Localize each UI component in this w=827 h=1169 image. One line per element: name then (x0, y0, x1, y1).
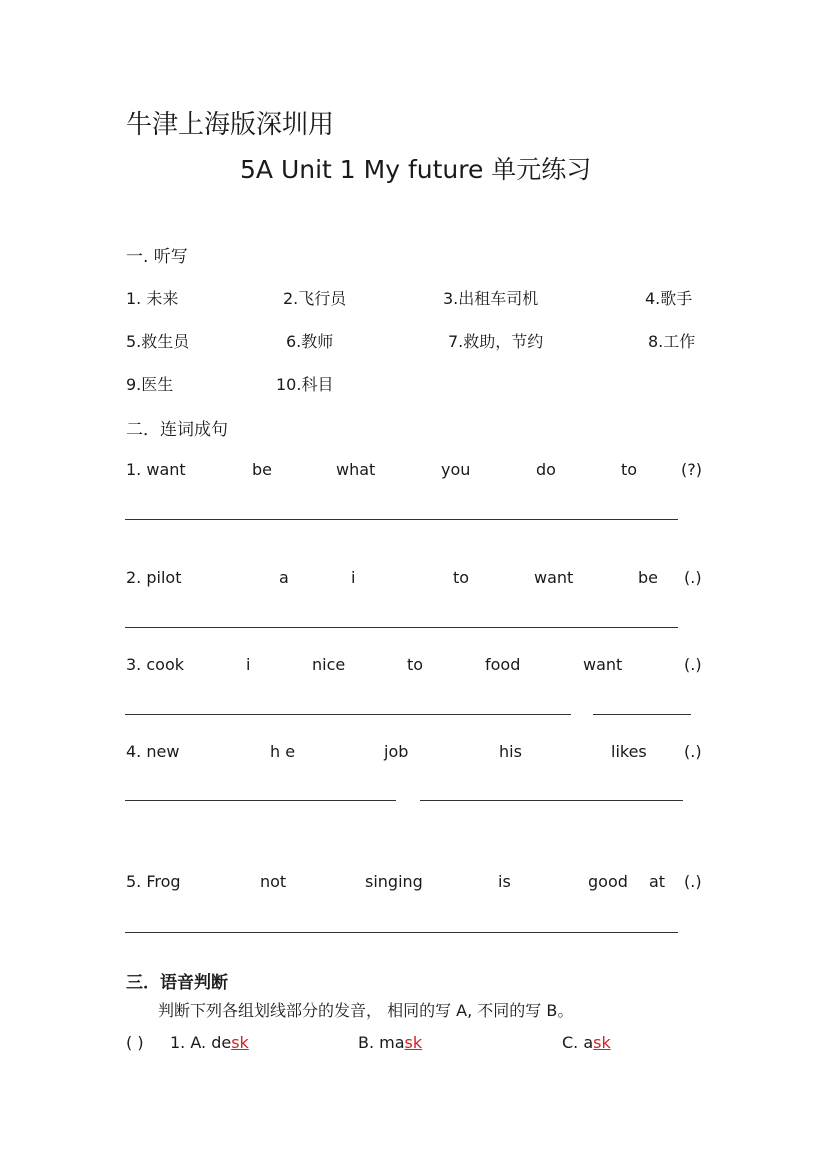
phonics-option-c: C. ask (562, 1033, 611, 1052)
word-token: food (485, 655, 521, 674)
word-token: singing (365, 872, 423, 891)
answer-bracket[interactable]: ( ) (126, 1033, 144, 1052)
answer-line[interactable] (125, 519, 678, 520)
answer-line[interactable] (420, 800, 683, 801)
word-token: you (441, 460, 471, 479)
word-token: (?) (681, 460, 702, 479)
section3-heading: 三．语音判断 (126, 973, 228, 993)
dictation-item: 2.飞行员 (283, 289, 347, 308)
word-token: do (536, 460, 556, 479)
word-token: not (260, 872, 287, 891)
word-token: be (252, 460, 272, 479)
word-token: (.) (684, 568, 702, 587)
dictation-item: 10.科目 (276, 375, 334, 394)
section1-heading: 一. 听写 (126, 247, 188, 267)
word-token: 5. Frog (126, 872, 181, 891)
dictation-item: 1. 未来 (126, 289, 179, 308)
document-title: 牛津上海版深圳用 (126, 110, 335, 140)
word-token: (.) (684, 655, 702, 674)
word-token: job (384, 742, 409, 761)
word-token: (.) (684, 742, 702, 761)
word-token: 1. want (126, 460, 186, 479)
word-token: 3. cook (126, 655, 184, 674)
underlined-letters: sk (404, 1033, 423, 1052)
word-token: 2. pilot (126, 568, 182, 587)
dictation-item: 6.教师 (286, 332, 334, 351)
answer-line[interactable] (125, 800, 396, 801)
word-token: i (246, 655, 251, 674)
word-token: likes (611, 742, 647, 761)
section2-heading: 二．连词成句 (126, 420, 228, 440)
word-token: what (336, 460, 376, 479)
word-token: to (453, 568, 470, 587)
dictation-item: 4.歌手 (645, 289, 693, 308)
dictation-item: 9.医生 (126, 375, 174, 394)
dictation-item: 7.救助，节约 (448, 332, 544, 351)
dictation-item: 5.救生员 (126, 332, 190, 351)
word-token: h e (270, 742, 296, 761)
document-subtitle: 5A Unit 1 My future 单元练习 (240, 155, 592, 184)
word-token: want (534, 568, 574, 587)
word-token: be (638, 568, 658, 587)
answer-line[interactable] (125, 932, 678, 933)
phonics-option-a: 1. A. desk (170, 1033, 249, 1052)
word-token: at (649, 872, 666, 891)
word-token: his (499, 742, 522, 761)
word-token: 4. new (126, 742, 180, 761)
word-token: to (621, 460, 638, 479)
answer-line[interactable] (125, 714, 571, 715)
answer-line[interactable] (125, 627, 678, 628)
answer-line[interactable] (593, 714, 691, 715)
dictation-item: 3.出租车司机 (443, 289, 539, 308)
word-token: want (583, 655, 623, 674)
dictation-item: 8.工作 (648, 332, 696, 351)
word-token: nice (312, 655, 346, 674)
underlined-letters: sk (593, 1033, 611, 1052)
word-token: a (279, 568, 289, 587)
word-token: to (407, 655, 424, 674)
phonics-option-b: B. mask (358, 1033, 423, 1052)
word-token: i (351, 568, 356, 587)
word-token: good (588, 872, 628, 891)
underlined-letters: sk (231, 1033, 249, 1052)
section3-instruction: 判断下列各组划线部分的发音， 相同的写 A, 不同的写 B。 (158, 1001, 574, 1020)
word-token: is (498, 872, 511, 891)
word-token: (.) (684, 872, 702, 891)
